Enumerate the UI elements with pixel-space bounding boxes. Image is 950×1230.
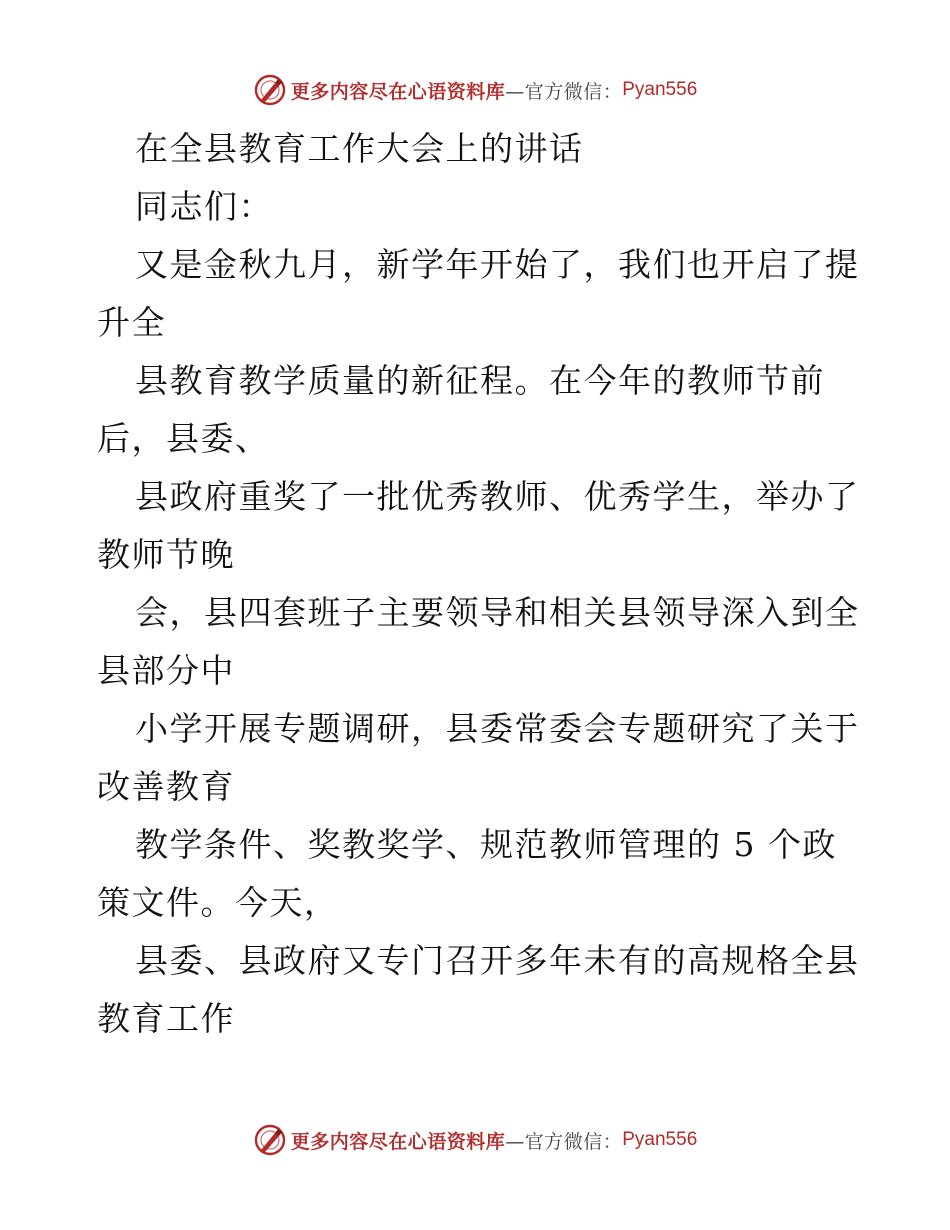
text-line: 县政府重奖了一批优秀教师、优秀学生，举办了 — [135, 477, 860, 516]
footer-banner-text: 更多内容尽在心语资料库 — [290, 1130, 506, 1153]
footer-banner — [0, 1120, 950, 1160]
text-line: 会，县四套班子主要领导和相关县领导深入到全 — [135, 593, 860, 632]
text-line: 教师节晚 — [97, 535, 235, 574]
salutation: 同志们： — [135, 187, 273, 226]
document-title: 在全县教育工作大会上的讲话 — [135, 129, 584, 168]
header-banner-separator: —官方微信： — [505, 80, 623, 103]
text-line: 升全 — [97, 303, 166, 342]
pen-logo-icon — [253, 73, 287, 107]
text-line: 小学开展专题调研，县委常委会专题研究了关于 — [135, 709, 860, 748]
header-banner-text: 更多内容尽在心语资料库 — [290, 80, 506, 103]
text-line: 后，县委、 — [97, 419, 270, 458]
text-line: 县教育教学质量的新征程。在今年的教师节前 — [135, 361, 825, 400]
text-line: 县部分中 — [97, 651, 235, 690]
header-banner-wechat-id: Pyan556 — [622, 79, 698, 100]
footer-banner-separator: —官方微信： — [505, 1130, 623, 1153]
footer-banner-wechat-id: Pyan556 — [622, 1129, 698, 1150]
pen-logo-icon — [253, 1123, 287, 1157]
text-line: 县委、县政府又专门召开多年未有的高规格全县 — [135, 941, 860, 980]
header-banner — [0, 70, 950, 110]
text-line: 策文件。今天， — [97, 883, 339, 922]
text-line: 改善教育 — [97, 767, 235, 806]
text-line: 教育工作 — [97, 999, 235, 1038]
document-body — [97, 120, 867, 1048]
text-line: 教学条件、奖教奖学、规范教师管理的 5 个政 — [135, 825, 837, 864]
text-line: 又是金秋九月，新学年开始了，我们也开启了提 — [135, 245, 860, 284]
